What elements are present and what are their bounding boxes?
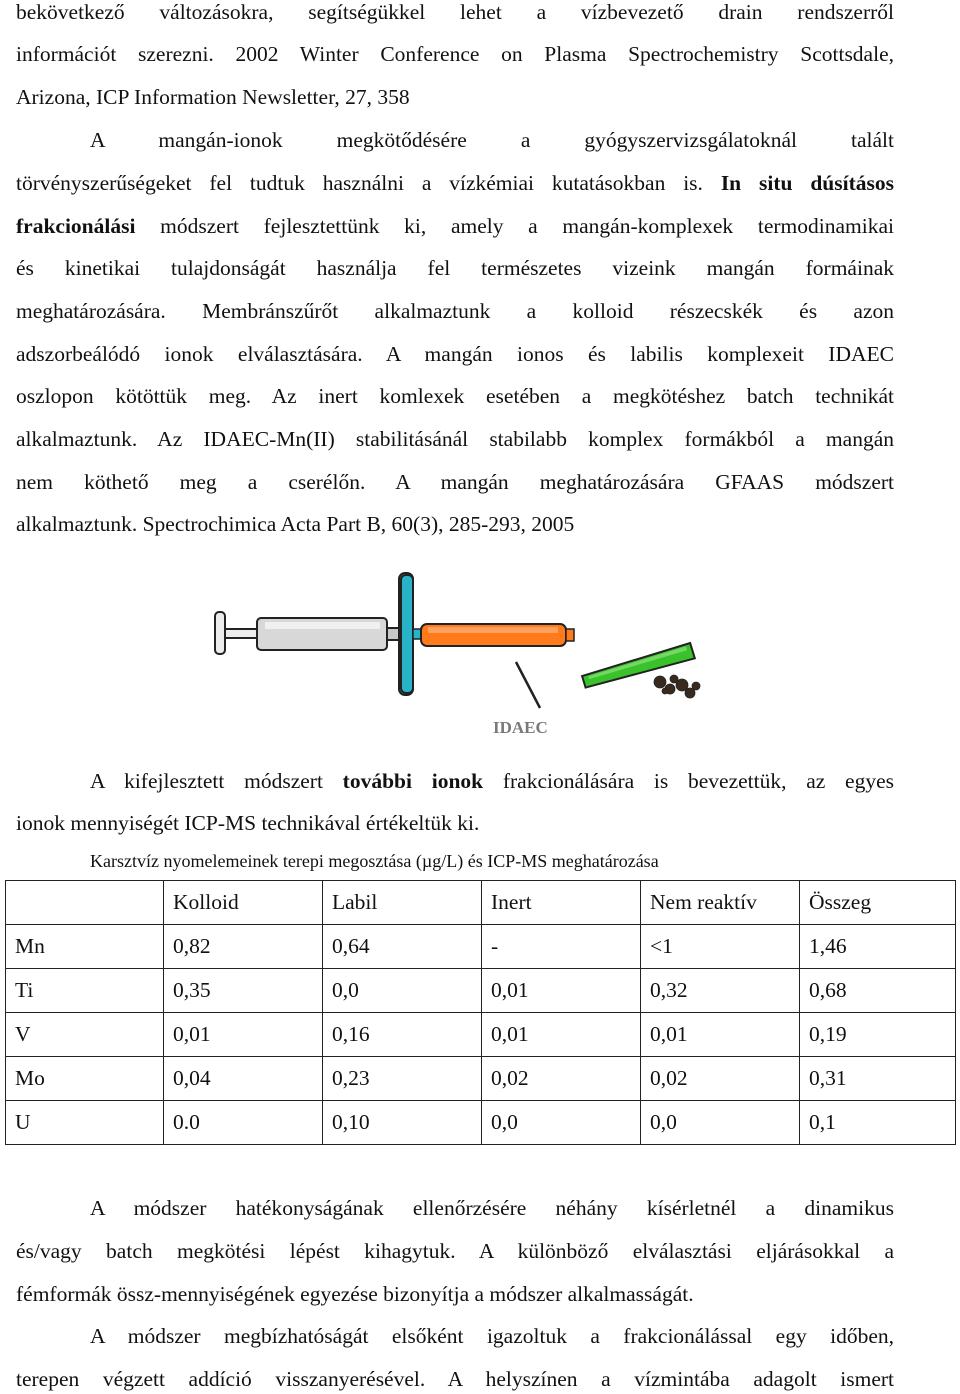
table-header-cell: Kolloid — [164, 881, 323, 925]
bold-phrase: frakcionálási — [16, 214, 136, 238]
table-cell: 0,01 — [482, 969, 641, 1013]
apparatus-diagram — [200, 565, 720, 745]
particles — [654, 675, 700, 698]
table-cell: 0,16 — [323, 1013, 482, 1057]
table-cell: <1 — [641, 925, 800, 969]
table-cell: 0,01 — [482, 1013, 641, 1057]
text-line: A mangán-ionok megkötődésére a gyógyszervizsgálatoknál talált — [90, 128, 894, 152]
table-cell: Mo — [6, 1057, 164, 1101]
text-line: és kinetikai tulajdonságát használja fel természetes vizeink mangán formáinak — [16, 256, 894, 280]
column-highlight — [428, 627, 558, 633]
table-cell: 0,0 — [482, 1101, 641, 1145]
text-line: Arizona, ICP Information Newsletter, 27, 358 — [16, 85, 410, 109]
text-line: ionok mennyiségét ICP-MS technikával értékeltük ki. — [16, 811, 480, 835]
text-line — [16, 211, 894, 241]
text-line — [16, 168, 894, 198]
table-cell: 0,68 — [800, 969, 956, 1013]
table-cell: 0,02 — [641, 1057, 800, 1101]
table-cell: 0,64 — [323, 925, 482, 969]
text-span: frakcionálására is bevezettük, az egyes — [483, 769, 895, 793]
table-cell: 0,32 — [641, 969, 800, 1013]
text-line: terepen végzett addíció visszanyerésével. A helyszínen a vízmintába adagolt ismert — [16, 1367, 894, 1391]
table-cell: 0,82 — [164, 925, 323, 969]
table-header-cell — [6, 881, 164, 925]
text-line: fémformák össz-mennyiségének egyezése bizonyítja a módszer alkalmasságát. — [16, 1282, 694, 1306]
text-line: és/vagy batch megkötési lépést kihagytuk. A különböző elválasztási eljárásokkal a — [16, 1239, 894, 1263]
table-cell: V — [6, 1013, 164, 1057]
text-line: információt szerezni. 2002 Winter Conference on Plasma Spectrochemistry Scottsdale, — [16, 42, 894, 66]
table-cell: Mn — [6, 925, 164, 969]
table-cell: 0,02 — [482, 1057, 641, 1101]
text-line: alkalmaztunk. Spectrochimica Acta Part B, 60(3), 285-293, 2005 — [16, 512, 575, 536]
text-line: A módszer megbízhatóságát elsőként igazoltuk a frakcionálással egy időben, — [90, 1324, 894, 1348]
text-line: alkalmaztunk. Az IDAEC-Mn(II) stabilitásánál stabilabb komplex formákból a mangán — [16, 427, 894, 451]
table-header-cell: Labil — [323, 881, 482, 925]
table-row — [6, 1101, 956, 1145]
bold-phrase: In situ dúsításos — [720, 171, 894, 195]
text-line: A módszer hatékonyságának ellenőrzésére néhány kísérletnél a dinamikus — [90, 1196, 894, 1220]
table-cell: 0.0 — [164, 1101, 323, 1145]
syringe-plunger-handle — [215, 612, 225, 654]
table-cell: 0,01 — [641, 1013, 800, 1057]
table-cell: 0,31 — [800, 1057, 956, 1101]
text-span: A kifejlesztett módszert — [90, 769, 343, 793]
text-line: oszlopon kötöttük meg. Az inert komlexek esetében a megkötéshez batch technikát — [16, 384, 894, 408]
idaec-label: IDAEC — [493, 718, 548, 737]
table-cell: 0,0 — [323, 969, 482, 1013]
text-span: módszert fejlesztettünk ki, amely a mangán-komplexek termodinamikai — [135, 214, 894, 238]
table-cell: 0,19 — [800, 1013, 956, 1057]
label-pointer — [516, 662, 540, 708]
text-line: nem köthető meg a cserélőn. A mangán meghatározására GFAAS módszert — [16, 470, 894, 494]
text-line — [90, 766, 894, 796]
table-cell: - — [482, 925, 641, 969]
table-cell: 0,04 — [164, 1057, 323, 1101]
table-cell: 0,0 — [641, 1101, 800, 1145]
table-header-row — [6, 881, 956, 925]
text-span: törvényszerűségeket fel tudtuk használni a vízkémiai kutatásokban is. — [16, 171, 721, 195]
table-row — [6, 1057, 956, 1101]
column-outlet — [566, 629, 574, 641]
syringe-plunger-rod — [225, 629, 257, 638]
text-line: adszorbeálódó ionok elválasztására. A mangán ionos és labilis komplexeit IDAEC — [16, 342, 894, 366]
bold-phrase: további ionok — [342, 769, 484, 793]
table-cell: Ti — [6, 969, 164, 1013]
table-row — [6, 969, 956, 1013]
table-caption: Karsztvíz nyomelemeinek terepi megosztása (µg/L) és ICP-MS meghatározása — [90, 851, 659, 871]
text-line: bekövetkező változásokra, segítségükkel lehet a vízbevezető drain rendszerről — [16, 0, 894, 24]
syringe-highlight — [265, 622, 380, 629]
text-line: meghatározására. Membránszűrőt alkalmaztunk a kolloid részecskék és azon — [16, 299, 894, 323]
table-cell: U — [6, 1101, 164, 1145]
data-table — [5, 880, 956, 1145]
filter-disk — [401, 575, 413, 693]
table-cell: 0,01 — [164, 1013, 323, 1057]
table-cell: 0,1 — [800, 1101, 956, 1145]
table-cell: 0,23 — [323, 1057, 482, 1101]
table-cell: 0,35 — [164, 969, 323, 1013]
table-header-cell: Összeg — [800, 881, 956, 925]
table-header-cell: Nem reaktív — [641, 881, 800, 925]
table-row — [6, 925, 956, 969]
table-cell: 0,10 — [323, 1101, 482, 1145]
filter-outlet — [413, 629, 421, 639]
table-row — [6, 1013, 956, 1057]
table-header-cell: Inert — [482, 881, 641, 925]
table-cell: 1,46 — [800, 925, 956, 969]
